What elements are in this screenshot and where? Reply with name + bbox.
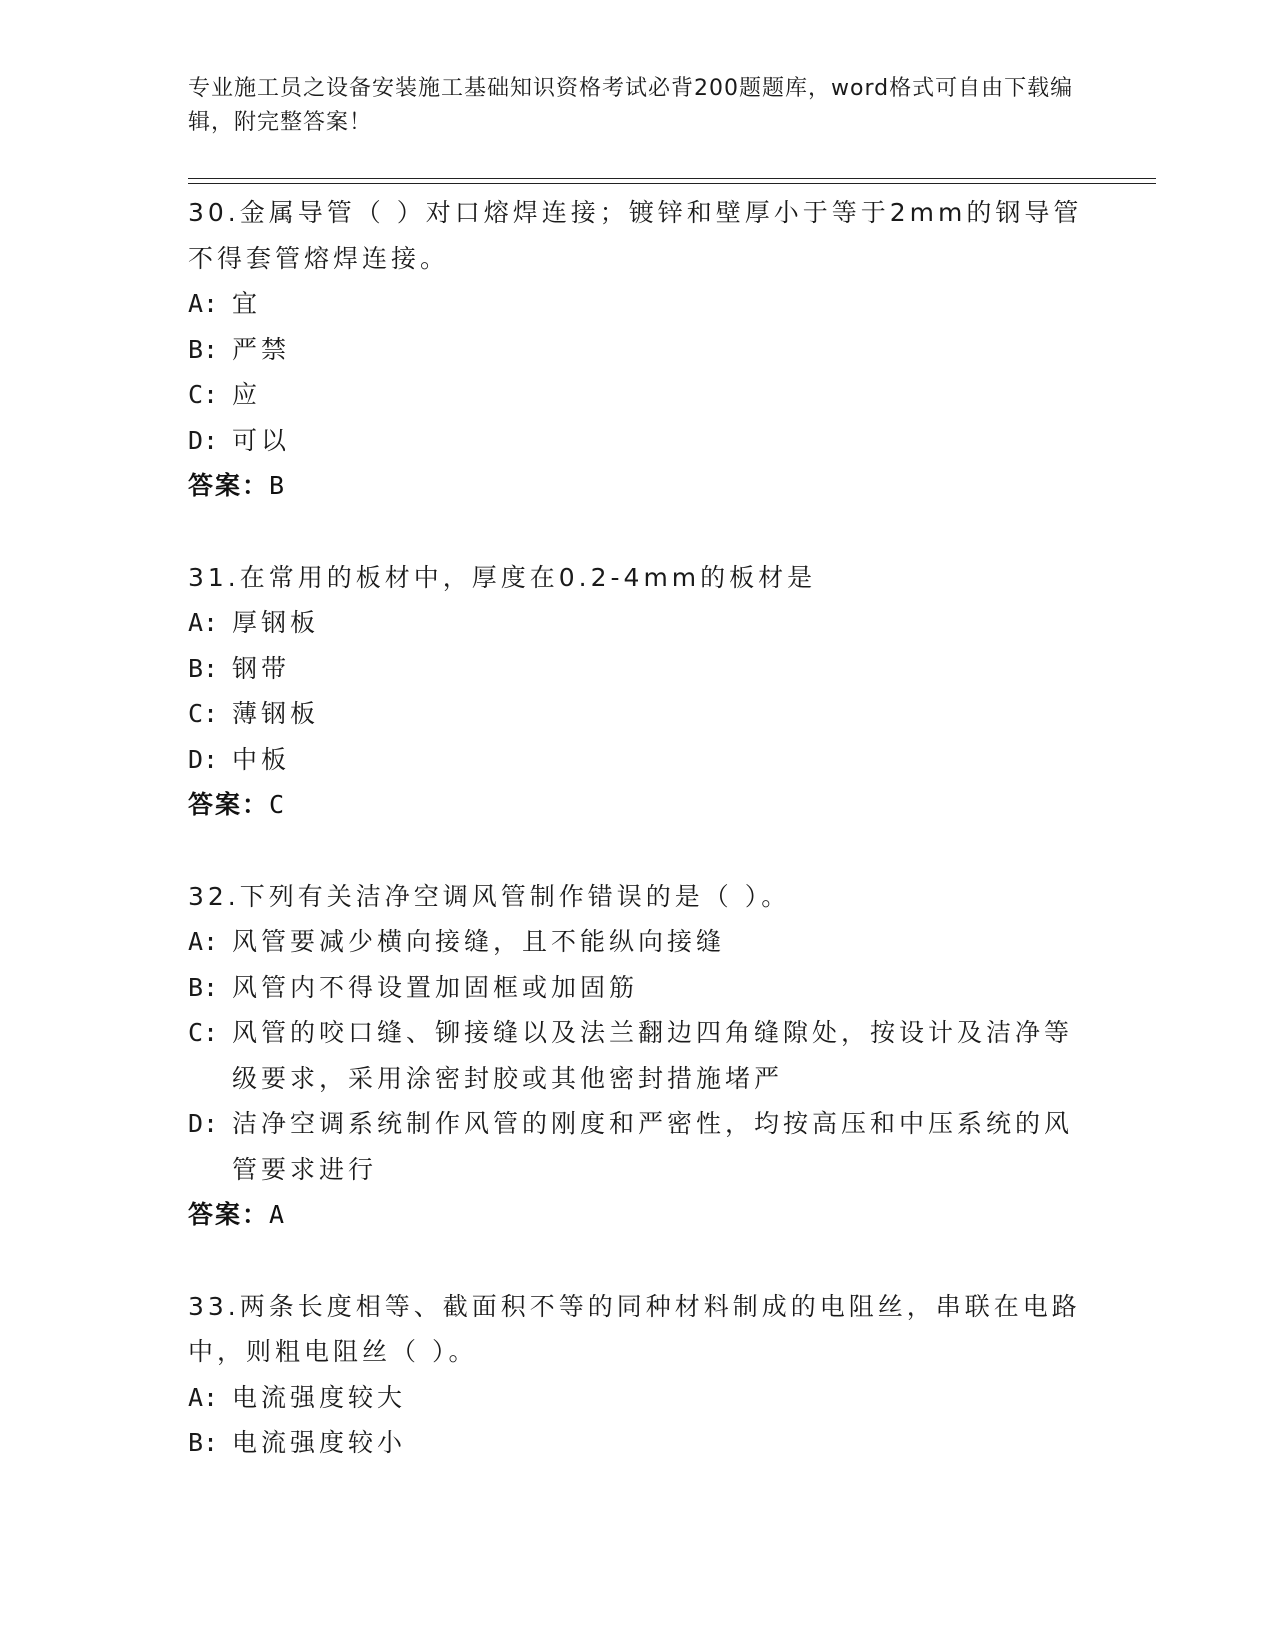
option-key: C: <box>188 699 219 728</box>
option-key: D: <box>188 425 219 455</box>
option-text: 应 <box>232 380 262 409</box>
answer-label: 答案： <box>188 1200 270 1229</box>
option-key: C: <box>188 1018 219 1047</box>
option-d <box>188 418 1088 464</box>
option-text: 钢带 <box>232 653 291 683</box>
question-33 <box>188 1284 1088 1466</box>
option-c <box>188 372 1088 418</box>
option-key: B: <box>188 972 219 1002</box>
option-text: 中板 <box>232 744 291 774</box>
option-d <box>188 737 1088 783</box>
option-key: D: <box>188 744 219 774</box>
option-key: C: <box>188 380 219 409</box>
option-b <box>188 965 1088 1011</box>
option-a <box>188 919 1088 965</box>
question-spacer <box>188 1238 1088 1284</box>
option-text: 宜 <box>232 289 262 318</box>
option-c <box>188 1010 1088 1101</box>
option-b <box>188 327 1088 373</box>
answer-line <box>188 1192 1088 1238</box>
answer-label: 答案： <box>188 471 270 500</box>
option-key: A: <box>188 927 219 956</box>
option-key: D: <box>188 1109 219 1138</box>
document-header: 专业施工员之设备安装施工基础知识资格考试必背200题题库，word格式可自由下载编辑，附完整答案！ <box>188 76 1074 135</box>
option-a <box>188 281 1088 327</box>
option-c <box>188 691 1088 737</box>
option-key: A: <box>188 289 219 318</box>
answer-label: 答案： <box>188 790 270 819</box>
answer-value: C <box>269 790 287 819</box>
header-divider-bottom <box>188 183 1156 184</box>
option-key: A: <box>188 608 219 637</box>
answer-line <box>188 782 1088 828</box>
option-key: A: <box>188 1382 219 1412</box>
option-text: 风管的咬口缝、铆接缝以及法兰翻边四角缝隙处，按设计及洁净等级要求，采用涂密封胶或其他密封措施堵严 <box>232 1018 1074 1093</box>
header-divider-top <box>188 178 1156 179</box>
option-a <box>188 1375 1088 1421</box>
option-text: 电流强度较小 <box>232 1428 407 1457</box>
question-stem: 31.在常用的板材中，厚度在0.2-4mm的板材是 <box>188 562 817 592</box>
option-text: 厚钢板 <box>232 608 320 637</box>
option-text: 风管要减少横向接缝，且不能纵向接缝 <box>232 927 726 956</box>
question-32 <box>188 874 1088 1238</box>
option-text: 电流强度较大 <box>232 1382 407 1412</box>
answer-value: B <box>269 471 287 500</box>
option-text: 风管内不得设置加固框或加固筋 <box>232 972 639 1002</box>
option-b <box>188 1420 1088 1466</box>
option-b <box>188 646 1088 692</box>
question-stem: 32.下列有关洁净空调风管制作错误的是（ ）。 <box>188 881 791 911</box>
question-list <box>188 190 1088 1466</box>
option-d <box>188 1101 1088 1192</box>
option-key: B: <box>188 653 219 683</box>
question-31 <box>188 555 1088 828</box>
option-text: 薄钢板 <box>232 699 320 728</box>
option-a <box>188 600 1088 646</box>
option-text: 严禁 <box>232 334 291 364</box>
option-key: B: <box>188 334 219 364</box>
option-text: 洁净空调系统制作风管的刚度和严密性，均按高压和中压系统的风管要求进行 <box>232 1109 1074 1184</box>
answer-value: A <box>269 1200 287 1229</box>
option-text: 可以 <box>232 425 291 455</box>
question-30 <box>188 190 1088 509</box>
answer-line <box>188 463 1088 509</box>
question-spacer <box>188 828 1088 874</box>
option-key: B: <box>188 1428 219 1457</box>
question-stem: 33.两条长度相等、截面积不等的同种材料制成的电阻丝，串联在电路中，则粗电阻丝（ ）。 <box>188 1291 1081 1366</box>
question-spacer <box>188 509 1088 555</box>
question-stem: 30.金属导管（ ）对口熔焊连接；镀锌和壁厚小于等于2mm的钢导管不得套管熔焊连接。 <box>188 198 1083 273</box>
